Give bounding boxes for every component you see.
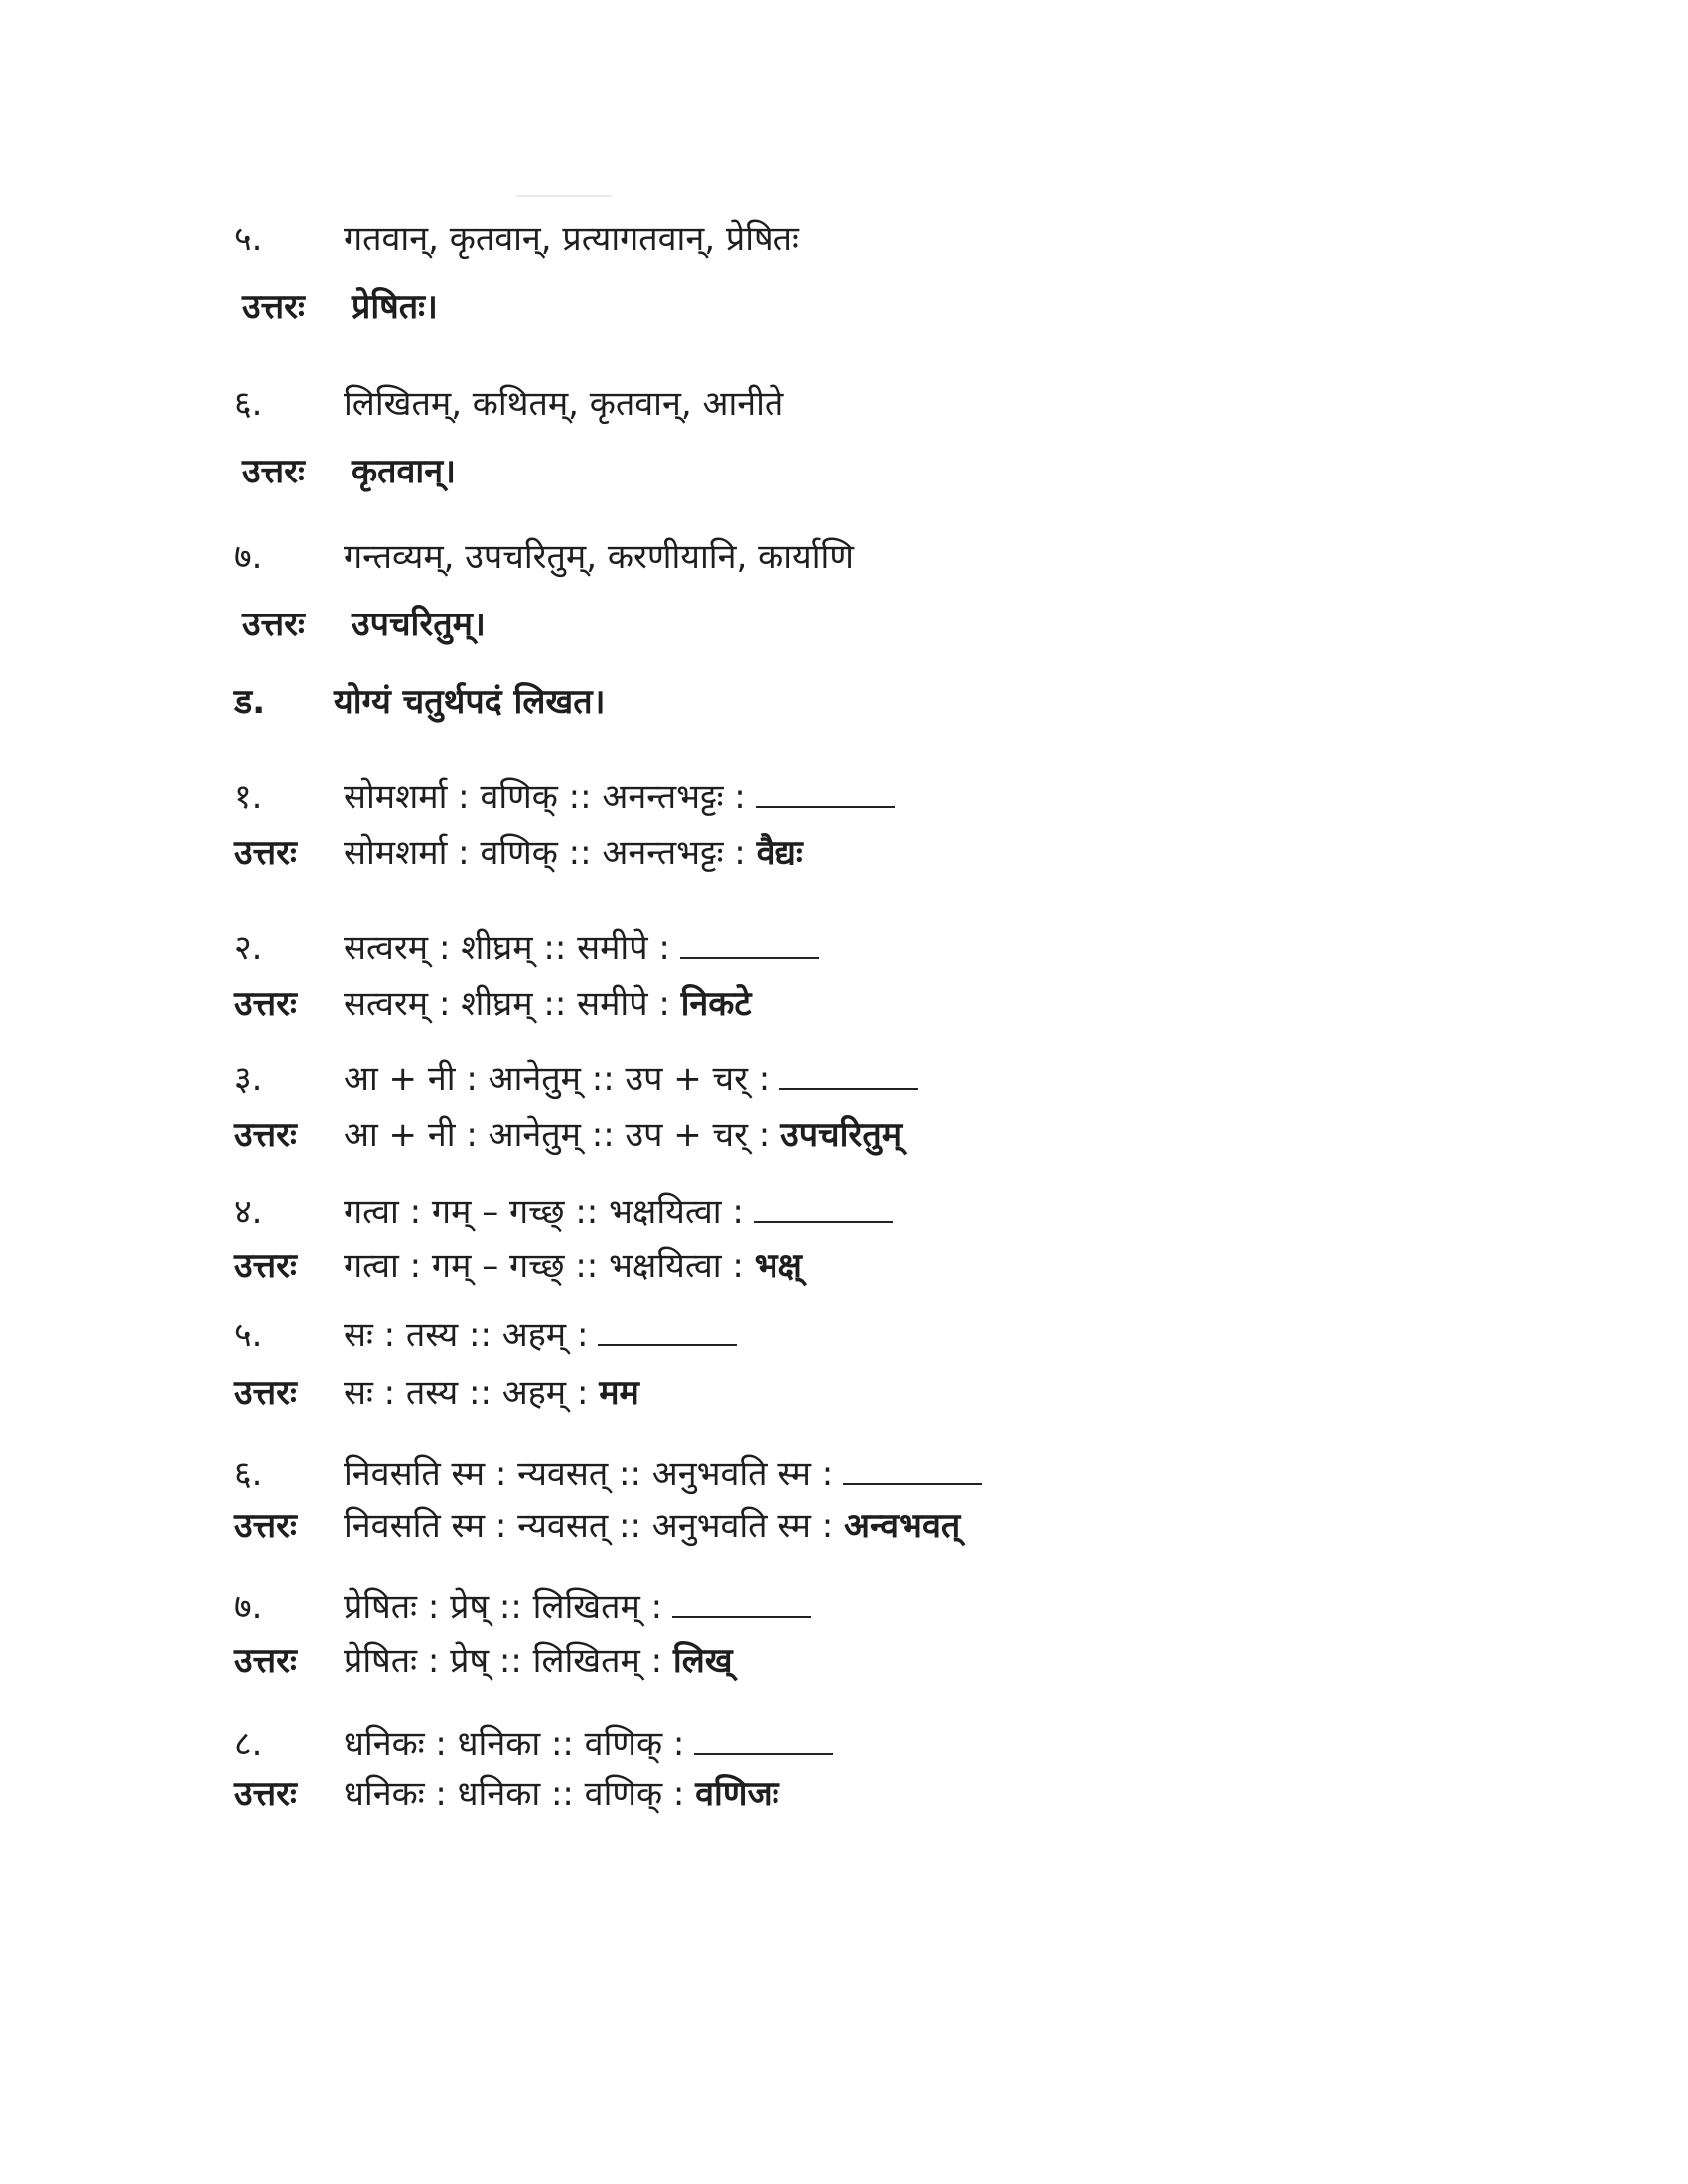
question-text: सः : तस्य :: अहम् : (344, 1315, 589, 1355)
answer-prefix: सोमशर्मा : वणिक् :: अनन्तभट्टः : (344, 833, 746, 873)
question-line (234, 1451, 982, 1497)
answer-label: उत्तरः (234, 1115, 297, 1155)
answer-text: वैद्यः (756, 833, 803, 873)
answer-line (234, 1243, 802, 1289)
answer-prefix: प्रेषितः : प्रेष् :: लिखितम् : (344, 1641, 663, 1681)
question-options: गतवान्, कृतवान्, प्रत्यागतवान्, प्रेषितः (344, 219, 799, 259)
answer-blank (672, 1586, 811, 1618)
answer-text: अन्वभवत् (844, 1506, 961, 1546)
answer-label: उत्तरः (242, 605, 305, 644)
answer-blank (779, 1058, 918, 1090)
section-letter: ड. (234, 682, 266, 722)
question-number: ४. (234, 1192, 263, 1232)
answer-label: उत्तरः (234, 1641, 297, 1681)
question-text: सत्वरम् : शीघ्रम् :: समीपे : (344, 928, 670, 968)
question-number: ७. (234, 1587, 263, 1627)
question-line (234, 1584, 811, 1630)
question-line (234, 1189, 893, 1235)
question-line (234, 381, 783, 427)
question-number: ७. (234, 537, 263, 577)
question-text: धनिकः : धनिका :: वणिक् : (344, 1724, 685, 1764)
answer-blank (843, 1453, 982, 1485)
question-number: ५. (234, 219, 263, 259)
answer-label: उत्तरः (234, 1373, 297, 1413)
answer-line (234, 830, 803, 876)
answer-line (234, 1503, 960, 1549)
answer-prefix: सत्वरम् : शीघ्रम् :: समीपे : (344, 984, 670, 1024)
question-text: गत्वा : गम् – गच्छ् :: भक्षयित्वा : (344, 1192, 744, 1232)
question-number: ८. (234, 1724, 263, 1764)
answer-line (242, 449, 456, 494)
answer-text: कृतवान्। (352, 452, 456, 491)
question-line (234, 774, 895, 820)
answer-blank (756, 776, 895, 808)
section-heading (234, 679, 605, 725)
answer-label: उत्तरः (234, 1774, 297, 1814)
answer-line (234, 1370, 639, 1416)
question-options: गन्तव्यम्, उपचरितुम्, करणीयानि, कार्याणि (344, 537, 854, 577)
answer-blank (754, 1191, 893, 1223)
answer-line (234, 981, 752, 1026)
question-line (234, 1056, 918, 1102)
answer-prefix: सः : तस्य :: अहम् : (344, 1373, 589, 1413)
answer-prefix: गत्वा : गम् – गच्छ् :: भक्षयित्वा : (344, 1246, 744, 1286)
answer-label: उत्तरः (234, 984, 297, 1024)
question-text: सोमशर्मा : वणिक् :: अनन्तभट्टः : (344, 777, 746, 817)
question-number: ६. (234, 384, 263, 424)
answer-text: भक्ष् (754, 1246, 802, 1286)
answer-prefix: निवसति स्म : न्यवसत् :: अनुभवति स्म : (344, 1506, 834, 1546)
section-heading-text: योग्यं चतुर्थपदं लिखत। (334, 682, 606, 722)
question-number: २. (234, 928, 263, 968)
answer-prefix: आ + नी : आनेतुम् :: उप + चर् : (344, 1115, 771, 1155)
answer-blank (680, 927, 819, 959)
question-line (234, 216, 799, 262)
question-text: प्रेषितः : प्रेष् :: लिखितम् : (344, 1587, 663, 1627)
answer-line (234, 1112, 902, 1158)
answer-line (242, 284, 438, 330)
answer-text: प्रेषितः। (352, 287, 438, 327)
answer-label: उत्तरः (234, 833, 297, 873)
answer-text: वणिजः (695, 1774, 779, 1814)
answer-text: उपचरितुम् (780, 1115, 903, 1155)
answer-label: उत्तरः (242, 287, 305, 327)
answer-line (234, 1771, 779, 1817)
question-line (234, 925, 819, 971)
question-line (234, 1721, 833, 1767)
answer-prefix: धनिकः : धनिका :: वणिक् : (344, 1774, 685, 1814)
answer-line (242, 602, 486, 647)
answer-line (234, 1638, 733, 1684)
answer-label: उत्तरः (234, 1506, 297, 1546)
question-number: ५. (234, 1315, 263, 1355)
question-text: आ + नी : आनेतुम् :: उप + चर् : (344, 1059, 771, 1099)
question-number: १. (234, 777, 263, 817)
question-text: निवसति स्म : न्यवसत् :: अनुभवति स्म : (344, 1454, 834, 1494)
question-line (234, 1312, 737, 1358)
question-options: लिखितम्, कथितम्, कृतवान्, आनीते (344, 384, 784, 424)
answer-text: निकटे (680, 984, 752, 1024)
answer-blank (598, 1314, 737, 1346)
question-number: ३. (234, 1059, 263, 1099)
answer-text: मम (599, 1373, 639, 1413)
answer-label: उत्तरः (234, 1246, 297, 1286)
question-number: ६. (234, 1454, 263, 1494)
answer-label: उत्तरः (242, 452, 305, 491)
question-line (234, 534, 854, 580)
scan-speck (516, 195, 612, 197)
answer-blank (694, 1723, 833, 1755)
answer-text: उपचरितुम्। (352, 605, 486, 644)
answer-text: लिख् (672, 1641, 733, 1681)
